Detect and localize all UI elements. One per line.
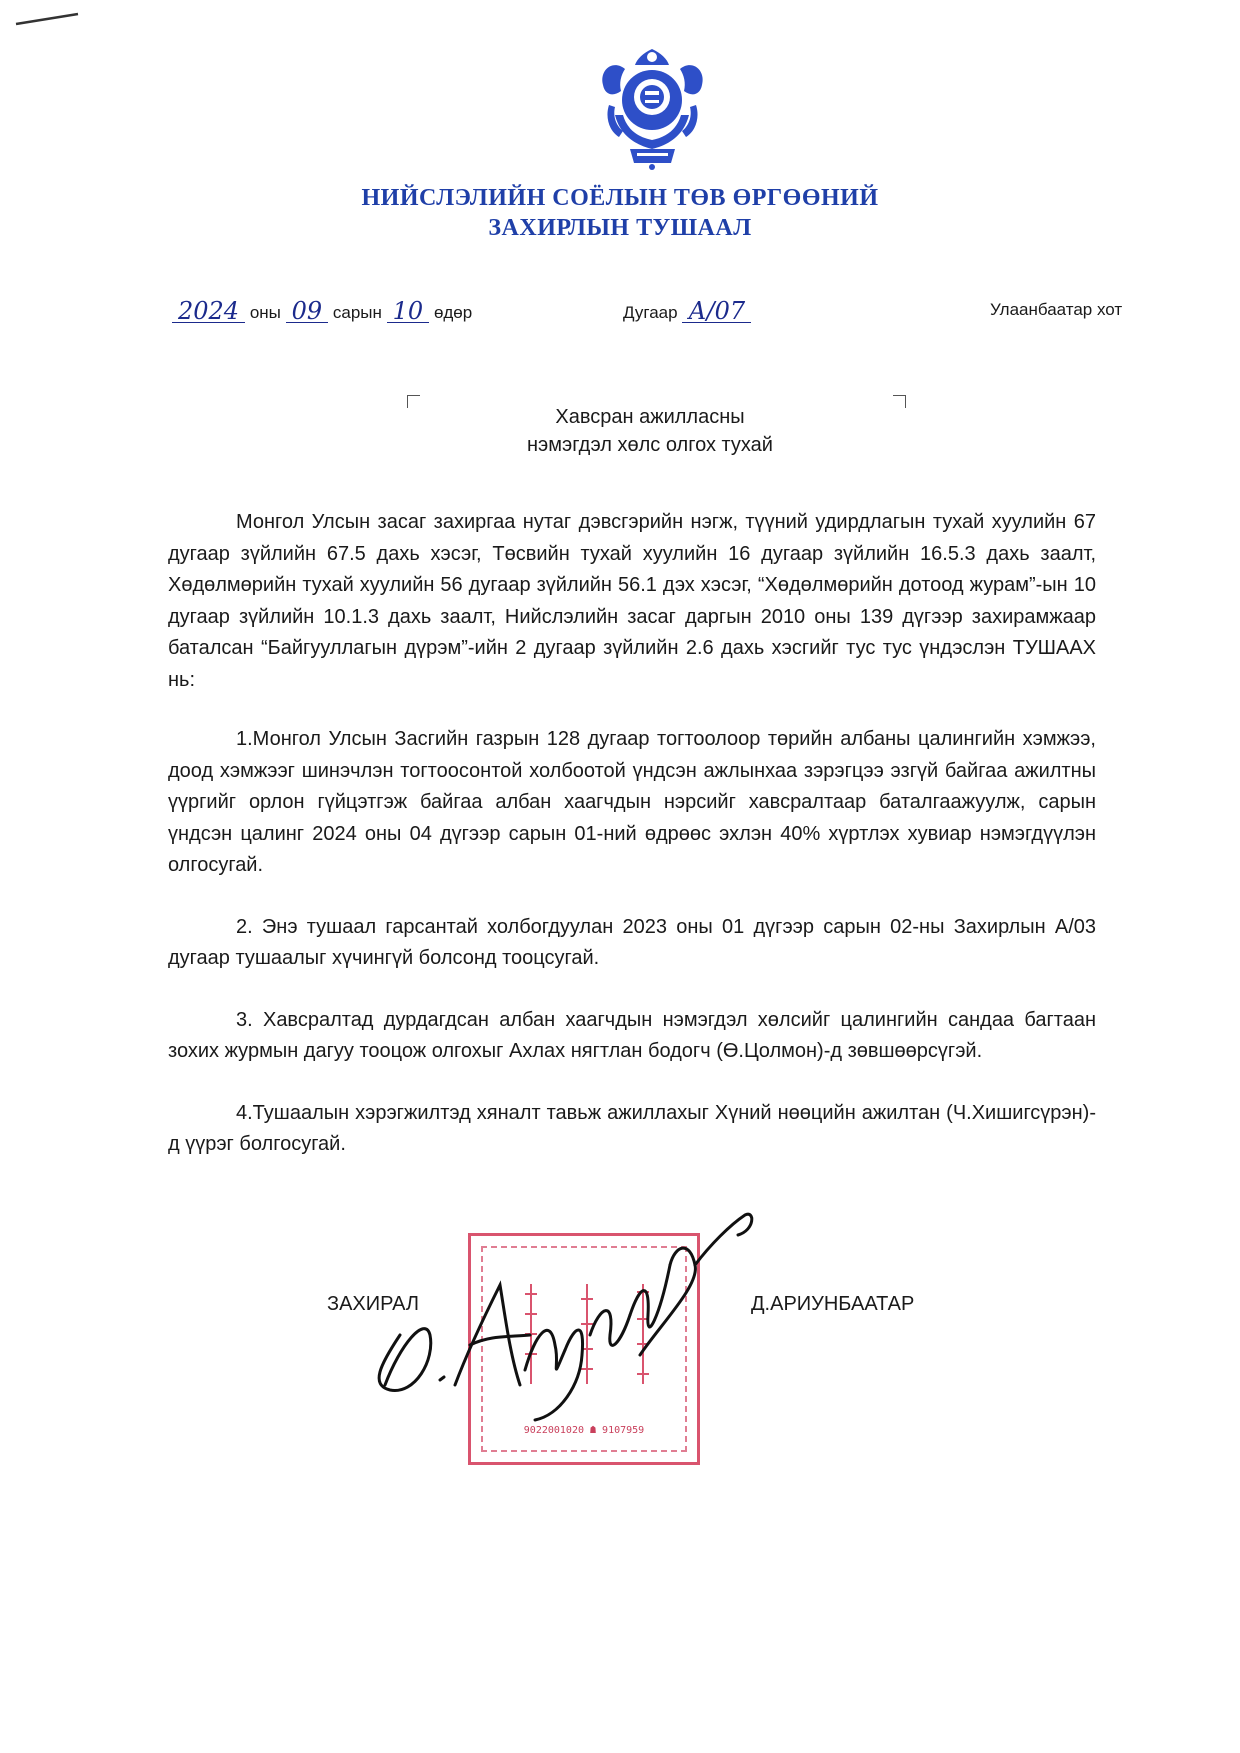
signer-name: Д.АРИУНБААТАР [751,1293,915,1315]
order-date [172,297,473,325]
date-year-label: оны [249,303,281,322]
subject-line2: нэмэгдэл хөлс олгох тухай [527,434,773,456]
scan-mark [14,8,84,28]
order-number-handwritten: А/07 [682,300,751,323]
subject-line1: Хавсран ажилласны [555,406,745,428]
handwritten-signature [360,1185,760,1445]
date-day-label: өдөр [433,303,473,322]
order-subject [380,403,920,459]
org-title-line1: НИЙСЛЭЛИЙН СОЁЛЫН ТӨВ ӨРГӨӨНИЙ [361,185,879,211]
signer-role: ЗАХИРАЛ [327,1293,420,1315]
stamp-number: 9022001020 ☗ 9107959 [523,1425,645,1436]
body-item-1: 1.Монгол Улсын Засгийн газрын 128 дугаар тогтоолоор төрийн албаны цалингийн хэмжээ, доод хэмжээг шинэчлэн тогтоосонтой холбоотой үндсэн ажлынхаа зэрэгцээ эзгүй байгаа ажилтны үүргийг орлон гүйцэтгэж байгаа албан хаагчдын нэрсийг хавсралтаар баталгаажуулж, сарын үндсэн цалинг 2024 оны 04 дүгээр сарын 01-ний өдрөөс эхлэн 40% хүртлэх хувиар нэмэгдүүлэн олгосугай. [168,728,1096,876]
body-item-3: 3. Хавсралтад дурдагдсан албан хаагчдын нэмэгдэл хөлсийг цалингийн сандаа багтаан зохих журмын дагуу тооцож олгохыг Ахлах нягтлан бодогч (Ө.Цолмон)-д зөвшөөрсүгэй. [168,1008,1096,1062]
date-month-handwritten: 09 [286,300,329,323]
order-body [168,507,1096,1191]
body-item-4: 4.Тушаалын хэрэгжилтэд хяналт тавьж ажиллахыг Хүний нөөцийн ажилтан (Ч.Хишигсүрэн)-д үүрэг болгосугай. [168,1101,1096,1155]
org-title-line2: ЗАХИРЛЫН ТУШААЛ [488,215,752,241]
date-month-label: сарын [332,303,382,322]
city-name: Улаанбаатар хот [990,300,1123,319]
order-number-label: Дугаар [623,303,678,322]
date-year-handwritten: 2024 [172,300,245,323]
order-number [623,297,751,325]
mongolia-state-emblem-icon [595,45,710,170]
date-day-handwritten: 10 [387,300,430,323]
body-intro: Монгол Улсын засаг захиргаа нутаг дэвсгэрийн нэгж, түүний удирдлагын тухай хуулийн 67 дугаар зүйлийн 67.5 дахь хэсэг, Төсвийн тухай хуулийн 16 дугаар зүйлийн 16.5.3 дахь заалт, Хөдөлмөрийн тухай хуулийн 56 дугаар зүйлийн 56.1 дэх хэсэг, “Хөдөлмөрийн дотоод журам”-ын 10 дугаар зүйлийн 10.1.3 дахь заалт, Нийслэлийн засаг даргын 2010 оны 139 дүгээр захирамжаар баталсан “Байгууллагын дүрэм”-ийн 2 дугаар зүйлийн 2.6 дахь хэсгийг тус тус үндэслэн ТУШААХ нь: [168,511,1096,691]
body-item-2: 2. Энэ тушаал гарсантай холбогдуулан 2023 оны 01 дүгээр сарын 02-ны Захирлын А/03 дугаар тушаалыг хүчингүй болсонд тооцсугай. [168,915,1096,969]
